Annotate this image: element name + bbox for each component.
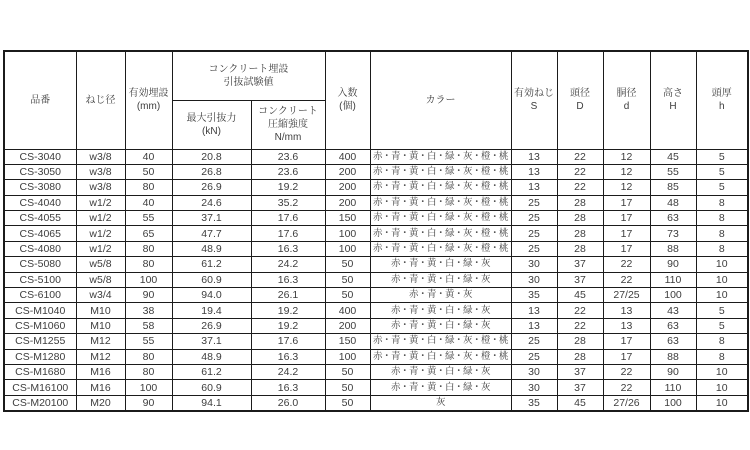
cell-height: 88 xyxy=(650,349,696,364)
table-header xyxy=(4,51,748,149)
cell-embed-depth: 100 xyxy=(125,380,172,395)
cell-height: 45 xyxy=(650,149,696,164)
cell-screw-diameter: w1/2 xyxy=(76,195,125,210)
cell-head-thickness: 10 xyxy=(696,395,748,411)
table-row xyxy=(4,241,748,256)
cell-head-diameter: 37 xyxy=(557,257,603,272)
cell-head-diameter: 28 xyxy=(557,195,603,210)
cell-body-diameter: 17 xyxy=(603,334,650,349)
table-row xyxy=(4,180,748,195)
cell-part-number: CS-3050 xyxy=(4,164,76,179)
col-header-body-diameter: 胴径 d xyxy=(603,51,650,149)
product-spec-table-container xyxy=(3,50,749,412)
cell-height: 110 xyxy=(650,272,696,287)
cell-head-diameter: 22 xyxy=(557,303,603,318)
cell-embed-depth: 80 xyxy=(125,241,172,256)
cell-max-pullout: 37.1 xyxy=(172,334,251,349)
cell-height: 55 xyxy=(650,164,696,179)
cell-head-thickness: 5 xyxy=(696,180,748,195)
cell-quantity: 200 xyxy=(325,164,370,179)
cell-embed-depth: 40 xyxy=(125,195,172,210)
cell-effective-thread: 35 xyxy=(511,288,557,303)
cell-effective-thread: 30 xyxy=(511,380,557,395)
cell-height: 90 xyxy=(650,364,696,379)
cell-compressive-strength: 17.6 xyxy=(251,211,325,226)
cell-head-diameter: 22 xyxy=(557,149,603,164)
cell-body-diameter: 17 xyxy=(603,211,650,226)
cell-embed-depth: 80 xyxy=(125,257,172,272)
cell-part-number: CS-4055 xyxy=(4,211,76,226)
cell-max-pullout: 94.0 xyxy=(172,288,251,303)
cell-compressive-strength: 24.2 xyxy=(251,364,325,379)
cell-height: 63 xyxy=(650,334,696,349)
cell-body-diameter: 22 xyxy=(603,380,650,395)
cell-colors: 赤・青・黄・白・緑・灰・橙・桃 xyxy=(370,164,511,179)
table-row xyxy=(4,318,748,333)
cell-embed-depth: 40 xyxy=(125,149,172,164)
cell-body-diameter: 12 xyxy=(603,180,650,195)
cell-embed-depth: 80 xyxy=(125,364,172,379)
cell-compressive-strength: 35.2 xyxy=(251,195,325,210)
product-spec-table xyxy=(3,50,749,412)
cell-effective-thread: 35 xyxy=(511,395,557,411)
cell-height: 63 xyxy=(650,211,696,226)
cell-compressive-strength: 24.2 xyxy=(251,257,325,272)
cell-effective-thread: 30 xyxy=(511,364,557,379)
cell-quantity: 400 xyxy=(325,149,370,164)
cell-part-number: CS-3040 xyxy=(4,149,76,164)
cell-head-diameter: 28 xyxy=(557,241,603,256)
cell-max-pullout: 19.4 xyxy=(172,303,251,318)
cell-colors: 赤・青・黄・白・緑・灰・橙・桃 xyxy=(370,349,511,364)
cell-max-pullout: 61.2 xyxy=(172,364,251,379)
cell-head-thickness: 5 xyxy=(696,164,748,179)
cell-screw-diameter: w3/4 xyxy=(76,288,125,303)
table-row xyxy=(4,211,748,226)
cell-embed-depth: 80 xyxy=(125,349,172,364)
cell-quantity: 150 xyxy=(325,211,370,226)
cell-colors: 赤・青・黄・白・緑・灰・橙・桃 xyxy=(370,334,511,349)
col-header-colors: カラー xyxy=(370,51,511,149)
cell-head-thickness: 5 xyxy=(696,149,748,164)
table-row xyxy=(4,164,748,179)
cell-effective-thread: 13 xyxy=(511,180,557,195)
cell-max-pullout: 47.7 xyxy=(172,226,251,241)
cell-screw-diameter: M10 xyxy=(76,318,125,333)
cell-quantity: 50 xyxy=(325,257,370,272)
col-header-embed-depth: 有効埋設 (mm) xyxy=(125,51,172,149)
cell-max-pullout: 94.1 xyxy=(172,395,251,411)
table-row xyxy=(4,334,748,349)
cell-head-diameter: 22 xyxy=(557,180,603,195)
cell-effective-thread: 13 xyxy=(511,164,557,179)
cell-quantity: 200 xyxy=(325,318,370,333)
table-row xyxy=(4,380,748,395)
col-header-part-number: 品番 xyxy=(4,51,76,149)
cell-max-pullout: 26.9 xyxy=(172,180,251,195)
cell-colors: 赤・青・黄・白・緑・灰・橙・桃 xyxy=(370,195,511,210)
cell-screw-diameter: w1/2 xyxy=(76,241,125,256)
cell-screw-diameter: M12 xyxy=(76,334,125,349)
cell-part-number: CS-3080 xyxy=(4,180,76,195)
cell-embed-depth: 90 xyxy=(125,288,172,303)
cell-body-diameter: 12 xyxy=(603,164,650,179)
cell-head-thickness: 8 xyxy=(696,226,748,241)
cell-screw-diameter: w1/2 xyxy=(76,211,125,226)
cell-height: 43 xyxy=(650,303,696,318)
cell-colors: 赤・青・黄・白・緑・灰 xyxy=(370,272,511,287)
cell-max-pullout: 26.8 xyxy=(172,164,251,179)
col-header-height: 高さ H xyxy=(650,51,696,149)
cell-compressive-strength: 23.6 xyxy=(251,164,325,179)
cell-max-pullout: 20.8 xyxy=(172,149,251,164)
cell-quantity: 50 xyxy=(325,395,370,411)
cell-effective-thread: 25 xyxy=(511,349,557,364)
cell-part-number: CS-4080 xyxy=(4,241,76,256)
cell-colors: 赤・青・黄・白・緑・灰・橙・桃 xyxy=(370,241,511,256)
cell-head-thickness: 8 xyxy=(696,195,748,210)
cell-effective-thread: 30 xyxy=(511,272,557,287)
cell-head-diameter: 37 xyxy=(557,380,603,395)
cell-colors: 赤・青・黄・白・緑・灰 xyxy=(370,257,511,272)
cell-effective-thread: 30 xyxy=(511,257,557,272)
cell-head-thickness: 8 xyxy=(696,211,748,226)
cell-colors: 赤・青・黄・白・緑・灰・橙・桃 xyxy=(370,149,511,164)
cell-height: 48 xyxy=(650,195,696,210)
col-header-effective-thread: 有効ねじ S xyxy=(511,51,557,149)
cell-head-diameter: 37 xyxy=(557,364,603,379)
cell-head-thickness: 10 xyxy=(696,257,748,272)
cell-screw-diameter: w3/8 xyxy=(76,164,125,179)
cell-effective-thread: 25 xyxy=(511,226,557,241)
cell-screw-diameter: w5/8 xyxy=(76,272,125,287)
cell-embed-depth: 100 xyxy=(125,272,172,287)
cell-embed-depth: 58 xyxy=(125,318,172,333)
cell-body-diameter: 17 xyxy=(603,226,650,241)
cell-colors: 赤・青・黄・白・緑・灰・橙・桃 xyxy=(370,226,511,241)
cell-quantity: 150 xyxy=(325,334,370,349)
cell-screw-diameter: M16 xyxy=(76,364,125,379)
col-header-screw-diameter: ねじ径 xyxy=(76,51,125,149)
cell-head-thickness: 10 xyxy=(696,288,748,303)
cell-part-number: CS-M20100 xyxy=(4,395,76,411)
cell-head-diameter: 22 xyxy=(557,318,603,333)
cell-height: 100 xyxy=(650,288,696,303)
col-header-compressive-strength: コンクリート 圧縮強度 N/mm xyxy=(251,100,325,149)
cell-quantity: 50 xyxy=(325,380,370,395)
cell-colors: 赤・青・黄・白・緑・灰・橙・桃 xyxy=(370,211,511,226)
cell-effective-thread: 13 xyxy=(511,318,557,333)
cell-head-thickness: 8 xyxy=(696,349,748,364)
cell-screw-diameter: w1/2 xyxy=(76,226,125,241)
table-row xyxy=(4,195,748,210)
table-row xyxy=(4,349,748,364)
cell-head-diameter: 37 xyxy=(557,272,603,287)
cell-part-number: CS-M1255 xyxy=(4,334,76,349)
cell-head-diameter: 28 xyxy=(557,211,603,226)
cell-compressive-strength: 16.3 xyxy=(251,241,325,256)
cell-compressive-strength: 23.6 xyxy=(251,149,325,164)
table-row xyxy=(4,149,748,164)
cell-quantity: 200 xyxy=(325,180,370,195)
cell-head-thickness: 10 xyxy=(696,364,748,379)
col-header-max-pullout: 最大引抜力 (kN) xyxy=(172,100,251,149)
cell-part-number: CS-M1040 xyxy=(4,303,76,318)
cell-screw-diameter: M12 xyxy=(76,349,125,364)
cell-screw-diameter: M10 xyxy=(76,303,125,318)
cell-compressive-strength: 26.1 xyxy=(251,288,325,303)
col-header-head-diameter: 頭径 D xyxy=(557,51,603,149)
cell-head-thickness: 8 xyxy=(696,241,748,256)
cell-compressive-strength: 17.6 xyxy=(251,334,325,349)
table-row xyxy=(4,272,748,287)
cell-compressive-strength: 16.3 xyxy=(251,349,325,364)
cell-compressive-strength: 19.2 xyxy=(251,318,325,333)
cell-body-diameter: 22 xyxy=(603,257,650,272)
cell-body-diameter: 17 xyxy=(603,241,650,256)
cell-height: 63 xyxy=(650,318,696,333)
cell-colors: 赤・青・黄・白・緑・灰 xyxy=(370,303,511,318)
cell-effective-thread: 25 xyxy=(511,211,557,226)
cell-part-number: CS-M1280 xyxy=(4,349,76,364)
cell-body-diameter: 17 xyxy=(603,349,650,364)
cell-max-pullout: 61.2 xyxy=(172,257,251,272)
cell-effective-thread: 25 xyxy=(511,195,557,210)
cell-colors: 赤・青・黄・白・緑・灰 xyxy=(370,380,511,395)
cell-quantity: 100 xyxy=(325,349,370,364)
cell-height: 85 xyxy=(650,180,696,195)
cell-height: 110 xyxy=(650,380,696,395)
col-header-head-thickness: 頭厚 h xyxy=(696,51,748,149)
cell-effective-thread: 25 xyxy=(511,241,557,256)
cell-head-thickness: 10 xyxy=(696,272,748,287)
table-body xyxy=(4,149,748,411)
cell-height: 90 xyxy=(650,257,696,272)
table-row xyxy=(4,395,748,411)
header-row-1 xyxy=(4,51,748,100)
cell-screw-diameter: M16 xyxy=(76,380,125,395)
cell-quantity: 100 xyxy=(325,226,370,241)
cell-height: 73 xyxy=(650,226,696,241)
table-row xyxy=(4,303,748,318)
cell-effective-thread: 13 xyxy=(511,303,557,318)
cell-body-diameter: 27/25 xyxy=(603,288,650,303)
cell-head-thickness: 8 xyxy=(696,334,748,349)
cell-part-number: CS-4065 xyxy=(4,226,76,241)
cell-screw-diameter: w5/8 xyxy=(76,257,125,272)
cell-max-pullout: 26.9 xyxy=(172,318,251,333)
cell-quantity: 50 xyxy=(325,272,370,287)
cell-quantity: 100 xyxy=(325,241,370,256)
cell-embed-depth: 80 xyxy=(125,180,172,195)
cell-max-pullout: 48.9 xyxy=(172,241,251,256)
cell-head-diameter: 28 xyxy=(557,349,603,364)
col-header-quantity: 入数 (個) xyxy=(325,51,370,149)
cell-compressive-strength: 19.2 xyxy=(251,180,325,195)
cell-embed-depth: 55 xyxy=(125,334,172,349)
cell-part-number: CS-M16100 xyxy=(4,380,76,395)
table-row xyxy=(4,364,748,379)
col-header-pullout-test-group: コンクリート埋設 引抜試験値 xyxy=(172,51,325,100)
cell-compressive-strength: 16.3 xyxy=(251,380,325,395)
cell-quantity: 50 xyxy=(325,288,370,303)
cell-embed-depth: 65 xyxy=(125,226,172,241)
cell-max-pullout: 48.9 xyxy=(172,349,251,364)
cell-body-diameter: 13 xyxy=(603,318,650,333)
table-row xyxy=(4,288,748,303)
table-row xyxy=(4,257,748,272)
cell-part-number: CS-4040 xyxy=(4,195,76,210)
cell-body-diameter: 22 xyxy=(603,272,650,287)
cell-head-thickness: 5 xyxy=(696,318,748,333)
cell-quantity: 50 xyxy=(325,364,370,379)
cell-effective-thread: 13 xyxy=(511,149,557,164)
cell-body-diameter: 22 xyxy=(603,364,650,379)
cell-compressive-strength: 19.2 xyxy=(251,303,325,318)
cell-body-diameter: 12 xyxy=(603,149,650,164)
cell-part-number: CS-6100 xyxy=(4,288,76,303)
cell-embed-depth: 38 xyxy=(125,303,172,318)
cell-screw-diameter: M20 xyxy=(76,395,125,411)
cell-part-number: CS-5100 xyxy=(4,272,76,287)
cell-screw-diameter: w3/8 xyxy=(76,149,125,164)
cell-colors: 赤・青・黄・白・緑・灰 xyxy=(370,318,511,333)
cell-head-diameter: 28 xyxy=(557,226,603,241)
cell-body-diameter: 13 xyxy=(603,303,650,318)
cell-effective-thread: 25 xyxy=(511,334,557,349)
cell-head-diameter: 28 xyxy=(557,334,603,349)
cell-embed-depth: 90 xyxy=(125,395,172,411)
cell-compressive-strength: 16.3 xyxy=(251,272,325,287)
cell-max-pullout: 60.9 xyxy=(172,380,251,395)
cell-compressive-strength: 17.6 xyxy=(251,226,325,241)
cell-body-diameter: 17 xyxy=(603,195,650,210)
cell-head-diameter: 45 xyxy=(557,395,603,411)
table-row xyxy=(4,226,748,241)
cell-colors: 赤・青・黄・白・緑・灰・橙・桃 xyxy=(370,180,511,195)
cell-max-pullout: 24.6 xyxy=(172,195,251,210)
cell-screw-diameter: w3/8 xyxy=(76,180,125,195)
cell-max-pullout: 37.1 xyxy=(172,211,251,226)
cell-height: 100 xyxy=(650,395,696,411)
cell-quantity: 200 xyxy=(325,195,370,210)
cell-embed-depth: 55 xyxy=(125,211,172,226)
cell-height: 88 xyxy=(650,241,696,256)
cell-quantity: 400 xyxy=(325,303,370,318)
cell-body-diameter: 27/26 xyxy=(603,395,650,411)
cell-colors: 赤・青・黄・灰 xyxy=(370,288,511,303)
cell-head-diameter: 45 xyxy=(557,288,603,303)
cell-colors: 赤・青・黄・白・緑・灰 xyxy=(370,364,511,379)
cell-colors: 灰 xyxy=(370,395,511,411)
cell-part-number: CS-M1060 xyxy=(4,318,76,333)
cell-head-diameter: 22 xyxy=(557,164,603,179)
cell-part-number: CS-M1680 xyxy=(4,364,76,379)
cell-max-pullout: 60.9 xyxy=(172,272,251,287)
cell-compressive-strength: 26.0 xyxy=(251,395,325,411)
cell-head-thickness: 10 xyxy=(696,380,748,395)
cell-embed-depth: 50 xyxy=(125,164,172,179)
cell-part-number: CS-5080 xyxy=(4,257,76,272)
cell-head-thickness: 5 xyxy=(696,303,748,318)
